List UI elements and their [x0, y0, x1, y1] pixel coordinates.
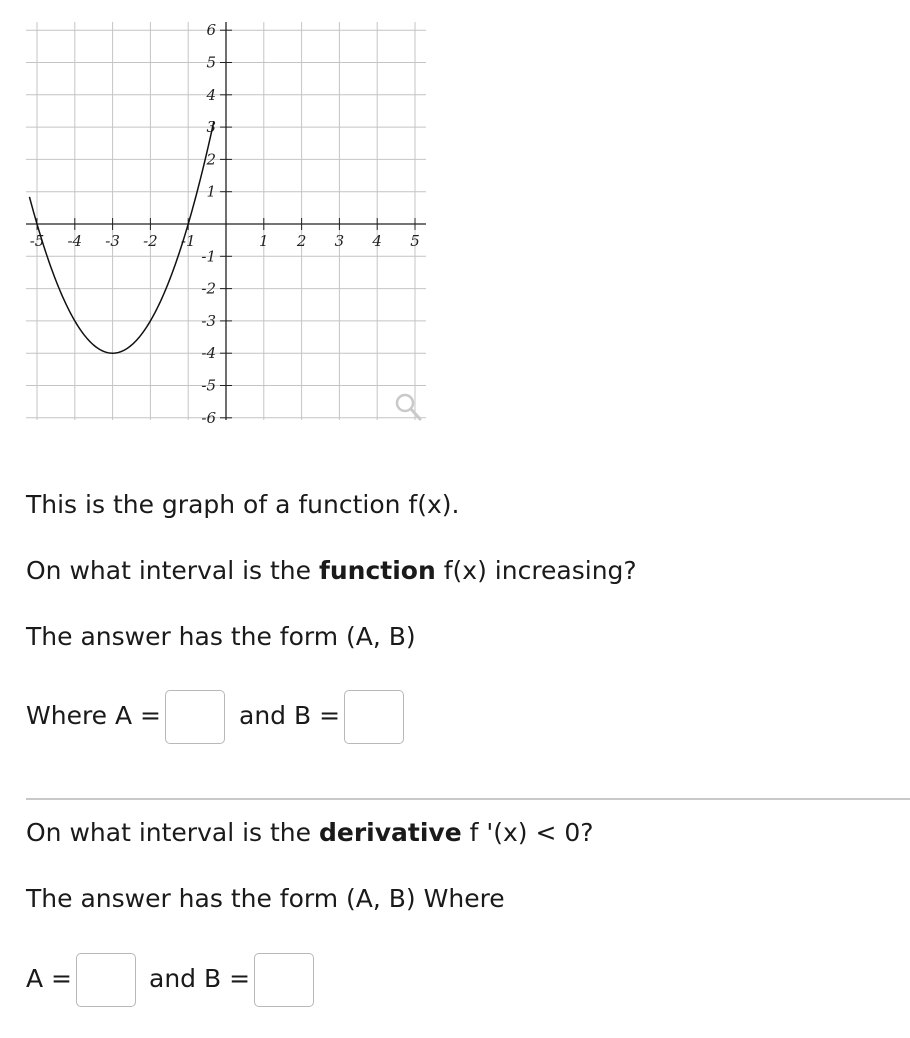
- answer-form-1: The answer has the form (A, B): [26, 622, 416, 651]
- question-2: [26, 818, 594, 847]
- magnifier-icon[interactable]: [397, 395, 420, 419]
- y-tick-label: 3: [206, 118, 216, 137]
- answer-2-b-input[interactable]: [254, 953, 314, 1007]
- y-tick-label: -4: [201, 344, 216, 363]
- y-tick-label: -5: [201, 376, 216, 395]
- x-tick-label: 1: [259, 232, 269, 250]
- y-tick-label: 2: [206, 150, 216, 169]
- y-tick-label: -2: [201, 279, 216, 298]
- y-tick-label: 6: [206, 21, 216, 40]
- answer-form-2: The answer has the form (A, B) Where: [26, 884, 505, 913]
- question-1-post: f(x) increasing?: [435, 556, 637, 585]
- and-b-label-2: and B =: [149, 964, 251, 993]
- x-tick-label: -4: [67, 232, 83, 250]
- x-tick-label: -2: [143, 232, 158, 250]
- x-tick-label: -3: [105, 232, 120, 250]
- answer-2-a-input[interactable]: [76, 953, 136, 1007]
- answer-1-b-input[interactable]: [344, 690, 404, 744]
- where-a-label: Where A =: [26, 701, 161, 730]
- x-tick-label: 3: [334, 232, 345, 250]
- y-tick-label: -3: [201, 311, 216, 330]
- y-tick-label: 1: [206, 182, 216, 201]
- answer-1-a-input[interactable]: [165, 690, 225, 744]
- and-b-label-1: and B =: [239, 701, 341, 730]
- section-divider: [26, 798, 910, 800]
- question-2-post: f '(x) < 0?: [461, 818, 594, 847]
- question-1: [26, 556, 637, 585]
- y-tick-label: 4: [206, 85, 216, 104]
- a-label-2: A =: [26, 964, 72, 993]
- y-tick-label: 5: [206, 53, 216, 72]
- x-tick-label: 5: [410, 232, 420, 250]
- y-tick-label: -6: [201, 408, 216, 427]
- question-1-pre: On what interval is the: [26, 556, 319, 585]
- question-2-bold: derivative: [318, 818, 462, 847]
- question-2-pre: On what interval is the: [26, 818, 319, 847]
- function-graph: [0, 0, 440, 430]
- x-tick-label: -5: [29, 232, 45, 250]
- x-tick-label: 2: [296, 232, 307, 250]
- y-tick-label: -1: [201, 247, 216, 266]
- question-1-bold: function: [318, 556, 436, 585]
- x-tick-label: -1: [180, 232, 196, 250]
- x-tick-label: 4: [372, 232, 382, 250]
- intro-text: This is the graph of a function f(x).: [26, 490, 460, 519]
